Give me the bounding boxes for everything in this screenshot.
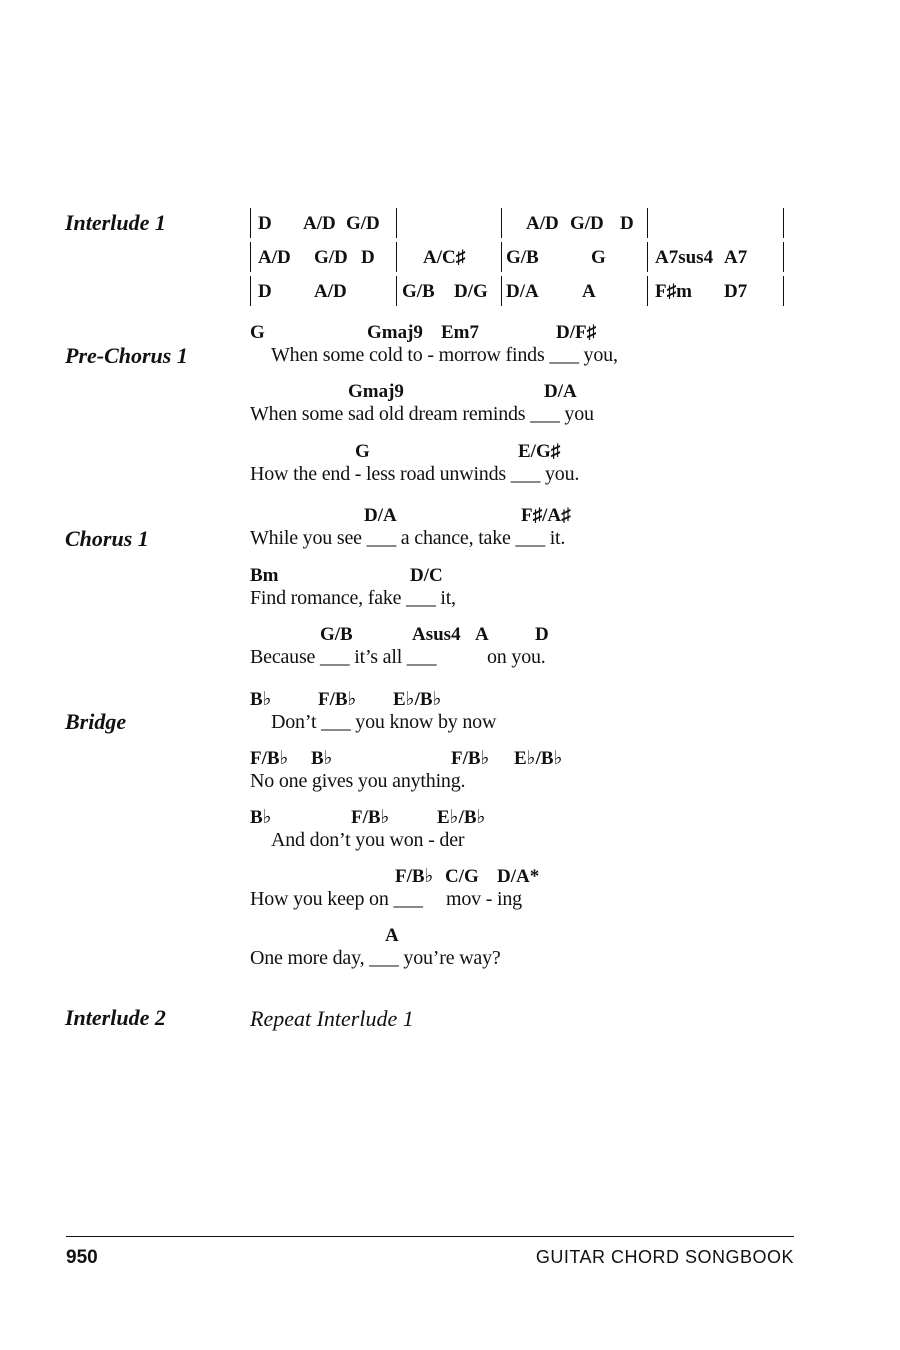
chord: F/B♭ <box>318 689 357 710</box>
bar-line <box>501 276 502 306</box>
bar-line <box>783 208 784 238</box>
section-label-pre-chorus-1: Pre-Chorus 1 <box>65 343 188 368</box>
chord: Gmaj9 <box>348 381 404 402</box>
chord: A/D <box>314 281 347 302</box>
bar-line <box>250 208 251 238</box>
chord: G/D <box>314 247 348 268</box>
lyric-line: One more day, ___ you’re way? <box>250 947 501 969</box>
chord: A/D <box>258 247 291 268</box>
repeat-instruction: Repeat Interlude 1 <box>250 1006 414 1031</box>
chord: G/D <box>570 213 604 234</box>
chord: D7 <box>724 281 748 302</box>
lyric-line: on you. <box>487 646 546 668</box>
chord: B♭ <box>250 689 272 710</box>
chord: D/A <box>364 505 397 526</box>
lyric-line: While you see ___ a chance, take ___ it. <box>250 527 566 549</box>
lyric-line: Find romance, fake ___ it, <box>250 587 456 609</box>
chord: D/G <box>454 281 488 302</box>
chord: F/B♭ <box>250 748 289 769</box>
interlude-row-3 <box>250 276 790 306</box>
chord: A/D <box>303 213 336 234</box>
chord: D/F♯ <box>556 322 597 343</box>
lyric-line: mov - ing <box>446 888 522 910</box>
bar-line <box>647 242 648 272</box>
section-label-bridge: Bridge <box>65 709 127 734</box>
lyric-line: No one gives you anything. <box>250 770 466 792</box>
chord: G/D <box>346 213 380 234</box>
bar-line <box>396 208 397 238</box>
chord: G <box>591 247 606 268</box>
chord: A <box>582 281 596 302</box>
chord: B♭ <box>311 748 333 769</box>
chord: D <box>258 213 272 234</box>
interlude-row-1 <box>250 208 790 238</box>
chord: D <box>535 624 549 645</box>
chord: A/D <box>526 213 559 234</box>
chord: E♭/B♭ <box>514 748 563 769</box>
interlude-row-2 <box>250 242 790 272</box>
chord: G <box>355 441 370 462</box>
lyric-line: Because ___ it’s all ___ <box>250 646 437 668</box>
chord: G/B <box>320 624 353 645</box>
bar-line <box>250 242 251 272</box>
chord: A <box>385 925 399 946</box>
chord: Gmaj9 <box>367 322 423 343</box>
chord: Em7 <box>441 322 479 343</box>
chord: F/B♭ <box>351 807 390 828</box>
chord: E♭/B♭ <box>437 807 486 828</box>
chord: A/C♯ <box>423 247 466 268</box>
bar-line <box>396 276 397 306</box>
chord: E/G♯ <box>518 441 561 462</box>
bar-line <box>647 208 648 238</box>
chord: Asus4 <box>412 624 461 645</box>
lyric-line: How the end - less road unwinds ___ you. <box>250 463 580 485</box>
lyric-line: When some cold to - morrow finds ___ you, <box>271 344 618 366</box>
lyric-line: How you keep on ___ <box>250 888 423 910</box>
chord: D <box>258 281 272 302</box>
chord: G <box>250 322 265 343</box>
section-label-chorus-1: Chorus 1 <box>65 526 149 551</box>
chord: F/B♭ <box>451 748 490 769</box>
chord: B♭ <box>250 807 272 828</box>
chord: D/A* <box>497 866 540 887</box>
chord: D <box>620 213 634 234</box>
footer-divider <box>66 1236 794 1237</box>
chord: C/G <box>445 866 479 887</box>
chord: E♭/B♭ <box>393 689 442 710</box>
chord: G/B <box>402 281 435 302</box>
bar-line <box>783 276 784 306</box>
chord: F♯m <box>655 281 692 302</box>
section-label-interlude-1: Interlude 1 <box>65 210 166 235</box>
page-number: 950 <box>66 1247 98 1268</box>
bar-line <box>396 242 397 272</box>
bar-line <box>647 276 648 306</box>
lyric-line: And don’t you won - der <box>271 829 465 851</box>
lyric-line: When some sad old dream reminds ___ you <box>250 403 594 425</box>
bar-line <box>501 242 502 272</box>
chord: F♯/A♯ <box>521 505 571 526</box>
bar-line <box>501 208 502 238</box>
chord: D <box>361 247 375 268</box>
book-title: GUITAR CHORD SONGBOOK <box>535 1247 794 1267</box>
chord: G/B <box>506 247 539 268</box>
section-label-interlude-2: Interlude 2 <box>65 1005 166 1030</box>
bar-line <box>783 242 784 272</box>
chord: A7sus4 <box>655 247 714 268</box>
chord: F/B♭ <box>395 866 434 887</box>
chord: D/A <box>506 281 539 302</box>
chord: Bm <box>250 565 279 586</box>
chord: D/C <box>410 565 443 586</box>
chord: A <box>475 624 489 645</box>
chord: A7 <box>724 247 748 268</box>
lyric-line: Don’t ___ you know by now <box>271 711 497 733</box>
bar-line <box>250 276 251 306</box>
chord: D/A <box>544 381 577 402</box>
